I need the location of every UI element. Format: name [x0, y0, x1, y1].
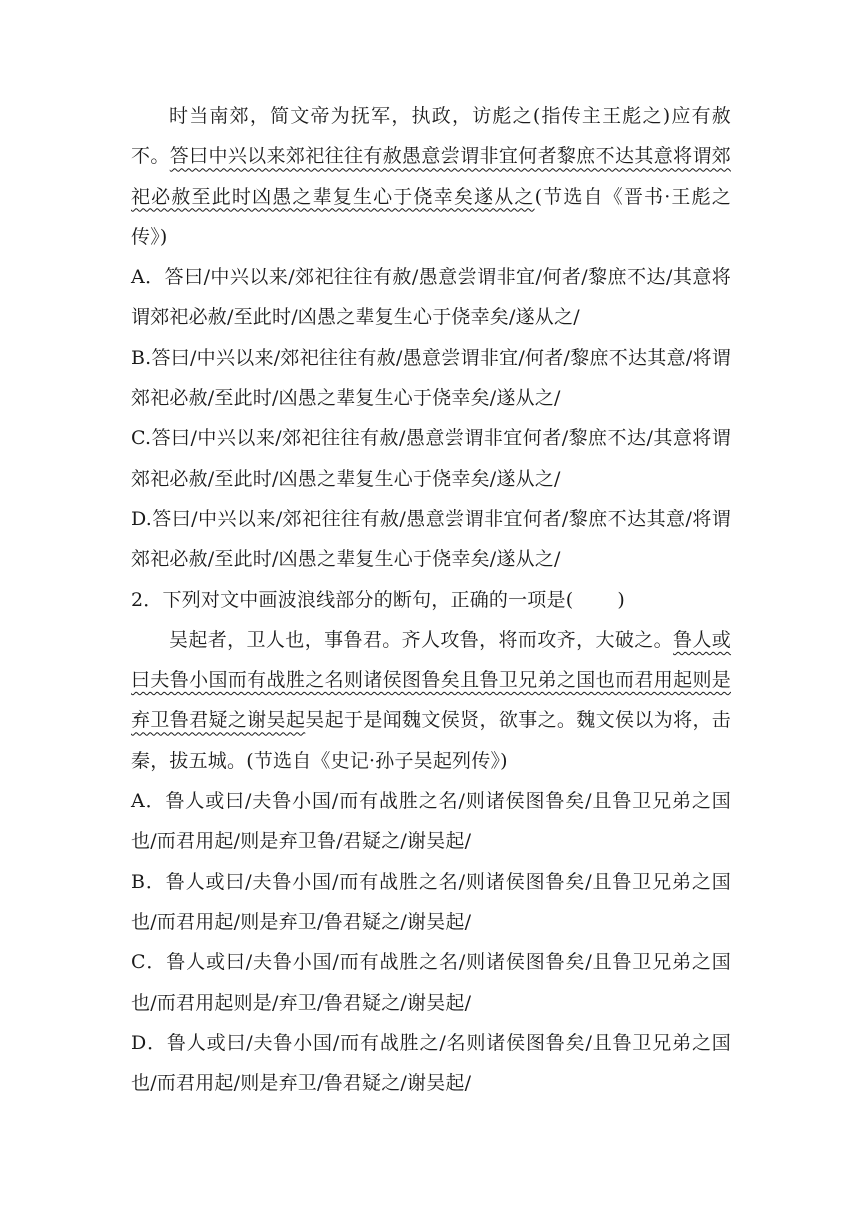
- passage-2-source: (节选自《史记·孙子吴起列传》): [246, 749, 508, 772]
- passage-1: [131, 96, 731, 257]
- option-2b: B．鲁人或曰/夫鲁小国/而有战胜之名/则诸侯图鲁矣/且鲁卫兄弟之国也/而君用起/则是弃卫/鲁君疑之/谢吴起/: [131, 870, 731, 933]
- option-1b: B.答曰/中兴以来/郊祀往往有赦/愚意尝谓非宜/何者/黎庶不达其意/将谓郊祀必赦/至此时/凶愚之辈复生心于侥幸矣/遂从之/: [131, 346, 731, 410]
- passage-2-wavy-text: 鲁人或曰夫鲁小国而有战胜之名则诸侯图鲁矣且鲁卫兄弟之国也而君用起则是弃卫鲁君疑之谢吴起: [131, 628, 732, 732]
- option-1a: A．答曰/中兴以来/郊祀往往有赦/愚意尝谓非宜/何者/黎庶不达/其意将谓郊祀必赦/至此时/凶愚之辈复生心于侥幸矣/遂从之/: [131, 266, 731, 329]
- passage-2-lead: 吴起者，卫人也，事鲁君。齐人攻鲁，将而攻齐，大破之。: [169, 628, 674, 651]
- question-2-stem-text: 2．下列对文中画波浪线部分的断句，正确的一项是(: [131, 588, 574, 611]
- option-2c: C．鲁人或曰/夫鲁小国/而有战胜之名/则诸侯图鲁矣/且鲁卫兄弟之国也/而君用起则是/弃卫/鲁君疑之/谢吴起/: [131, 951, 731, 1014]
- passage-2: [131, 620, 731, 781]
- passage-1-source: (节选自《晋书·王彪之传》): [131, 185, 731, 248]
- passage-1-lead: 时当南郊，简文帝为抚军，执政，访彪之(指传主王彪之)应有赦不。: [131, 105, 731, 168]
- question-2-stem-end: ): [617, 588, 625, 611]
- passage-1-wavy-text: 答曰中兴以来郊祀往往有赦愚意尝谓非宜何者黎庶不达其意将谓郊祀必赦至此时凶愚之辈复生心于侥幸矣遂从之: [131, 145, 731, 208]
- option-1d: D.答曰/中兴以来/郊祀往往有赦/愚意尝谓非宜何者/黎庶不达其意/将谓郊祀必赦/至此时/凶愚之辈复生心于侥幸矣/遂从之/: [131, 507, 731, 571]
- question-2-stem: [131, 580, 731, 620]
- option-2d: D．鲁人或曰/夫鲁小国/而有战胜之/名则诸侯图鲁矣/且鲁卫兄弟之国也/而君用起/则是弃卫/鲁君疑之/谢吴起/: [131, 1031, 731, 1095]
- document-body: [131, 96, 731, 1103]
- passage-2-tail: 吴起于是闻魏文侯贤，欲事之。魏文侯以为将，击秦，拔五城。: [131, 709, 731, 772]
- option-2a: A．鲁人或曰/夫鲁小国/而有战胜之名/则诸侯图鲁矣/且鲁卫兄弟之国也/而君用起/则是弃卫鲁/君疑之/谢吴起/: [131, 790, 731, 853]
- option-1c: C.答曰/中兴以来/郊祀往往有赦/愚意尝谓非宜何者/黎庶不达/其意将谓郊祀必赦/至此时/凶愚之辈复生心于侥幸矣/遂从之/: [131, 427, 731, 490]
